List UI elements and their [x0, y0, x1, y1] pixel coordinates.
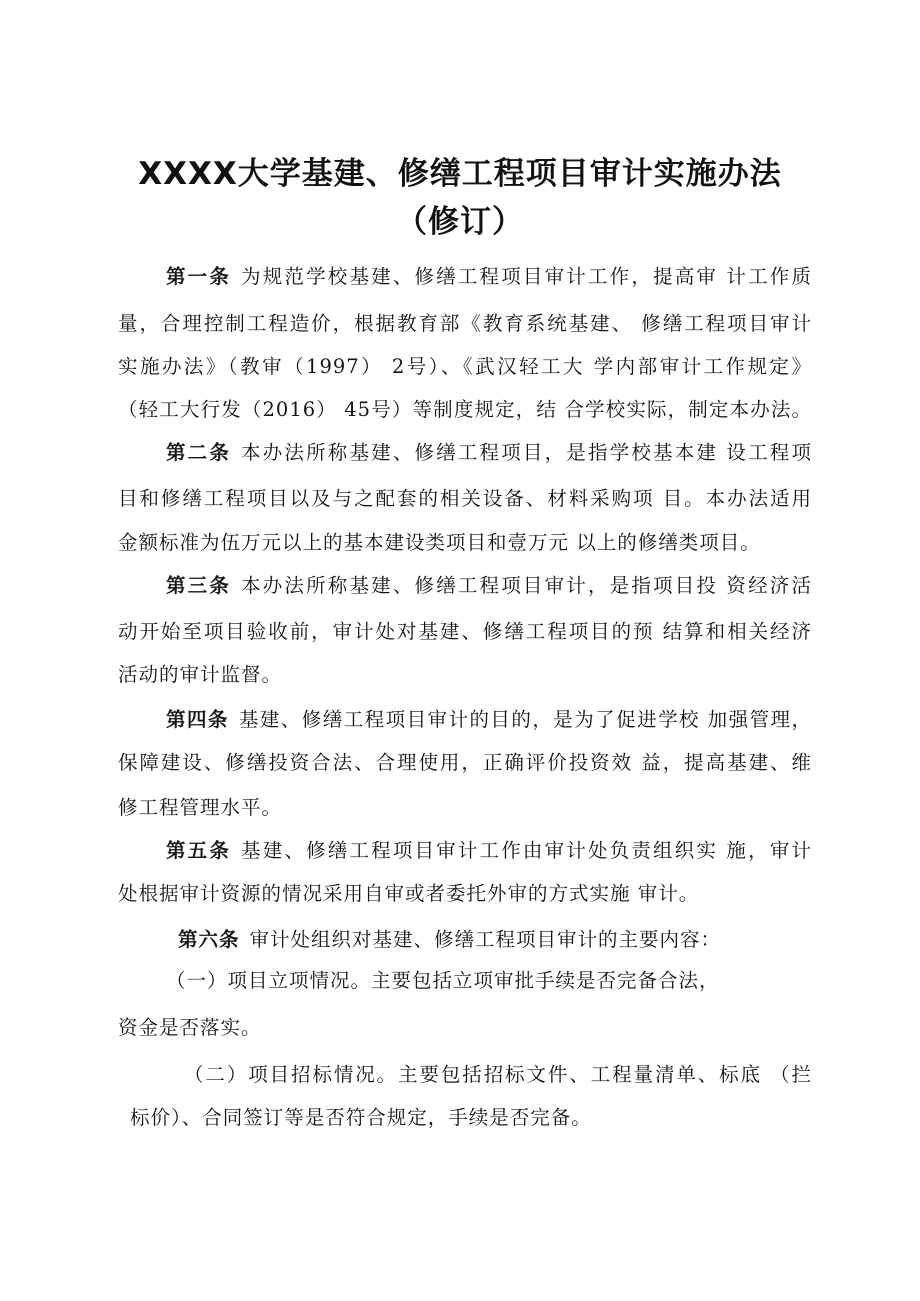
- article-text: 本办法所称基建、修缮工程项目，是指学校基本建 设工程项: [241, 441, 812, 464]
- document-title: XXXX大学基建、修缮工程项目审计实施办法: [138, 156, 782, 192]
- document-subtitle: （修订）: [396, 204, 524, 240]
- item-2-line-1: （二）项目招标情况。主要包括招标文件、工程量清单、标底 （拦: [184, 1063, 812, 1086]
- article-text: 本办法所称基建、修缮工程项目审计，是指项目投 资经济活: [241, 574, 812, 597]
- article-3-line-1: [166, 572, 812, 600]
- article-5-line-2: 处根据审计资源的情况采用自审或者委托外审的方式实施 审计。: [118, 882, 700, 905]
- article-3-line-2: 动开始至项目验收前，审计处对基建、修缮工程项目的预 结算和相关经济: [118, 620, 812, 643]
- item-2-line-2: 标价）、合同签订等是否符合规定，手续是否完备。: [130, 1106, 592, 1129]
- article-4-line-3: 修工程管理水平。: [118, 796, 283, 819]
- article-label: 第四条: [166, 708, 229, 731]
- article-4-line-2: 保障建设、修缮投资合法、合理使用，正确评价投资效 益，提高基建、维: [118, 751, 812, 774]
- article-label: 第三条: [166, 574, 232, 597]
- article-label: 第六条: [178, 928, 240, 951]
- article-1-line-1: [166, 263, 812, 291]
- article-label: 第五条: [166, 839, 232, 862]
- article-6-line-1: [178, 926, 721, 954]
- article-1-line-4: （轻工大行发（2016） 45号）等制度规定，结 合学校实际，制定本办法。: [118, 398, 812, 421]
- article-2-line-3: 金额标准为伍万元以上的基本建设类项目和壹万元 以上的修缮类项目。: [118, 531, 761, 554]
- article-text: 为规范学校基建、修缮工程项目审计工作，提高审 计工作质: [241, 265, 812, 288]
- article-label: 第一条: [166, 265, 232, 288]
- article-5-line-1: [166, 837, 812, 865]
- article-2-line-1: [166, 439, 812, 467]
- item-1-line-1: （一）项目立项情况。主要包括立项审批手续是否完备合法，: [166, 969, 720, 992]
- article-3-line-3: 活动的审计监督。: [118, 663, 283, 686]
- article-text: 审计处组织对基建、修缮工程项目审计的主要内容：: [249, 928, 722, 951]
- article-2-line-2: 目和修缮工程项目以及与之配套的相关设备、材料采购项 目。本办法适用: [118, 487, 812, 510]
- article-1-line-2: 量，合理控制工程造价，根据教育部《教育系统基建、 修缮工程项目审计: [118, 312, 812, 335]
- article-text: 基建、修缮工程项目审计工作由审计处负责组织实 施，审计: [241, 839, 812, 862]
- article-label: 第二条: [166, 441, 232, 464]
- article-1-line-3: 实施办法》（教审（1997） 2号）、《武汉轻工大 学内部审计工作规定》: [118, 355, 812, 378]
- item-1-line-2: 资金是否落实。: [118, 1016, 262, 1039]
- article-4-line-1: [166, 706, 812, 734]
- article-text: 基建、修缮工程项目审计的目的，是为了促进学校 加强管理，: [238, 708, 812, 731]
